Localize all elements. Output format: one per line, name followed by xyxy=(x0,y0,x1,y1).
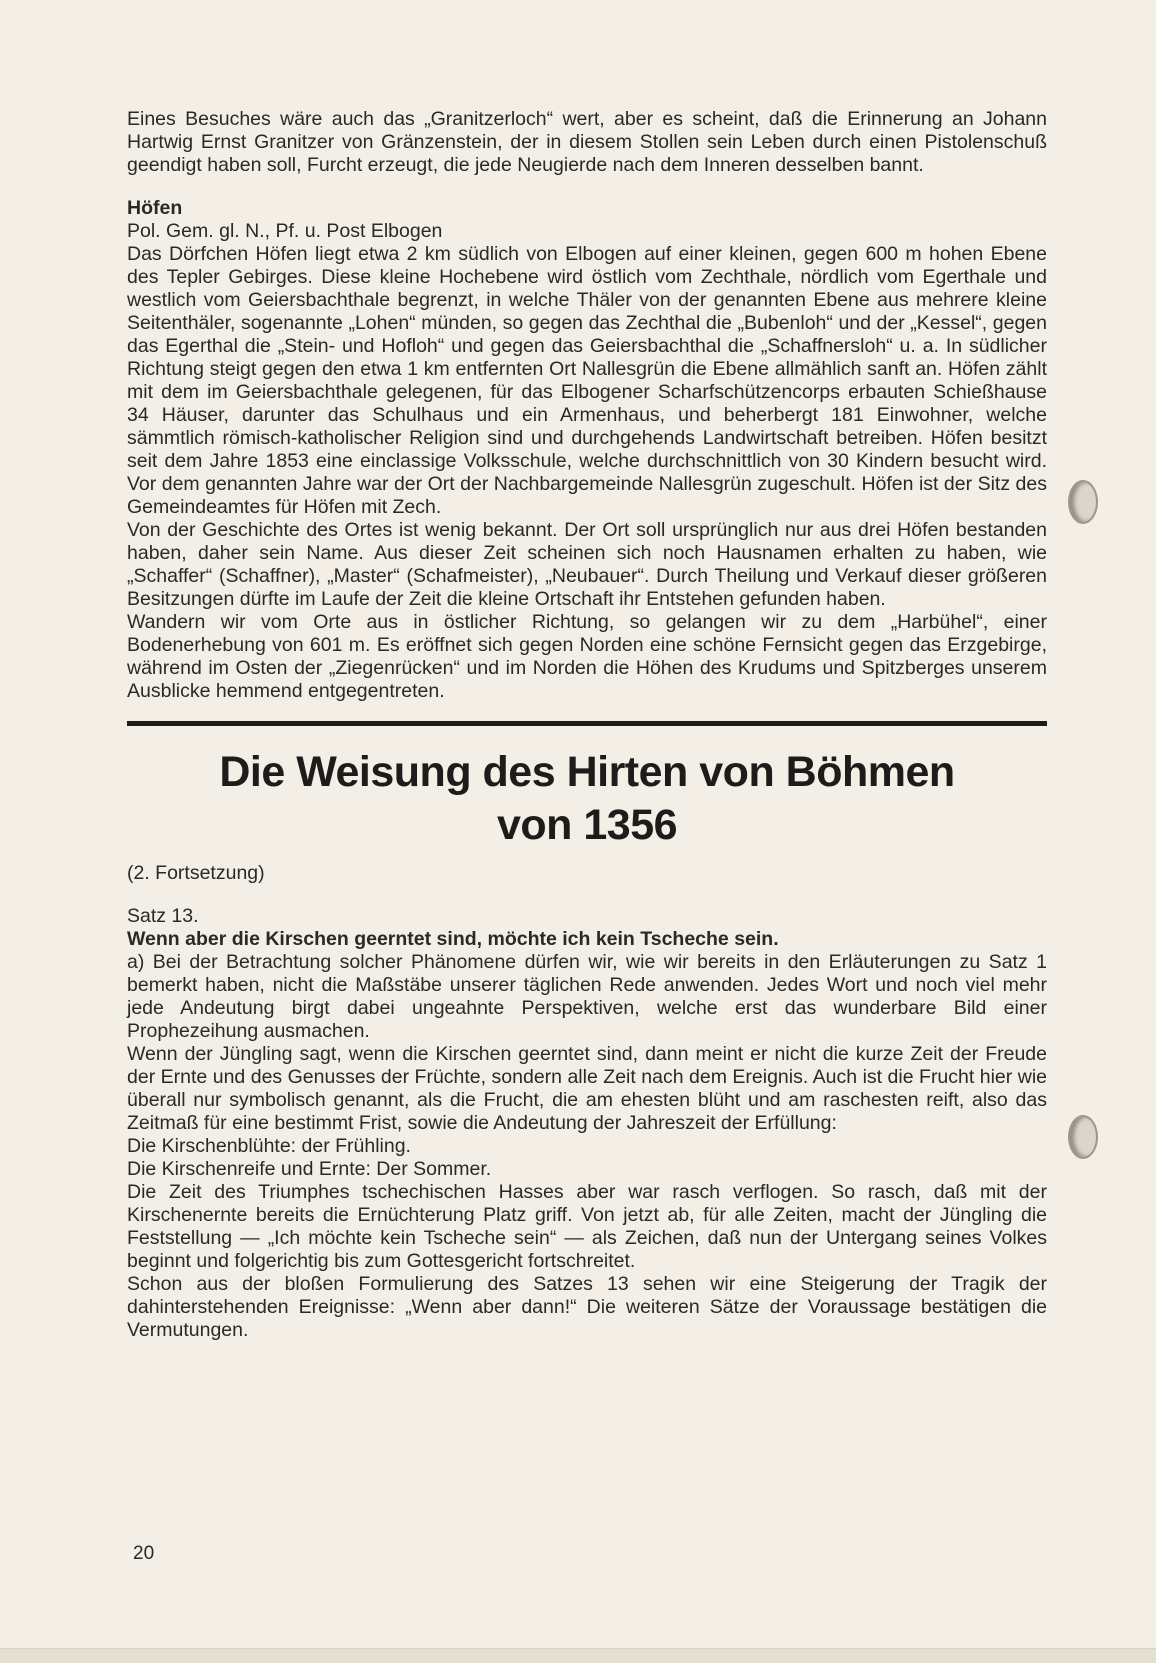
spacer xyxy=(127,852,1047,862)
section-meta: Pol. Gem. gl. N., Pf. u. Post Elbogen xyxy=(127,220,443,242)
punch-hole-bottom xyxy=(1068,1115,1098,1159)
spacer xyxy=(127,885,1047,905)
article-line-spring: Die Kirschenblühte: der Frühling. xyxy=(127,1135,411,1157)
page-content xyxy=(127,108,1047,1342)
article-paragraph-1: a) Bei der Betrachtung solcher Phänomene dürfen wir, wie wir bereits in den Erläuterungen zu Satz 1 bemerkt haben, nicht die Maßstäbe unserer täglichen Rede anwenden. Jedes Wort und noch viel mehr jede Andeutung birgt dabei ungeahnte Perspektiven, welche erst das wunderbare Bild einer Prophezeihung ausmachen. xyxy=(127,951,1047,1042)
punch-hole-top xyxy=(1068,480,1098,524)
section-heading-hoefen: Höfen xyxy=(127,197,183,219)
page-number: 20 xyxy=(133,1543,155,1564)
article-paragraph-3: Die Zeit des Triumphes tschechischen Hasses aber war rasch verflogen. So rasch, daß mit der Kirschenernte bereits die Ernüchterung Platz griff. Von jetzt ab, für alle Zeiten, macht der Jüngling die Feststellung — „Ich möchte kein Tscheche sein“ — als Zeichen, daß nun der Untergang seines Volkes beginnt und folgerichtig bis zum Gottesgericht fortschreitet. xyxy=(127,1181,1047,1272)
satz-label: Satz 13. xyxy=(127,905,199,927)
hoefen-paragraph-2: Von der Geschichte des Ortes ist wenig bekannt. Der Ort soll ursprünglich nur aus drei Höfen bestanden haben, daher sein Name. Aus dieser Zeit scheinen sich noch Hausnamen erhalten zu haben, wie „Schaffer“ (Schaffner), „Master“ (Schafmeister), „Neubauer“. Durch Theilung und Verkauf dieser größeren Besitzungen dürfte im Laufe der Zeit die kleine Ortschaft ihr Entstehen gefunden haben. xyxy=(127,519,1047,610)
hoefen-paragraph-1: Das Dörfchen Höfen liegt etwa 2 km südlich von Elbogen auf einer kleinen, gegen 600 m hohen Ebene des Tepler Gebirges. Diese kleine Hochebene wird östlich vom Zechthale, nördlich vom Egerthale und westlich vom Geiersbachthale begrenzt, in welche Thäler von der genannten Ebene aus mehrere kleine Seitenthäler, sogenannte „Lohen“ münden, so gegen das Zechthal die „Bubenloh“ und der „Kessel“, gegen das Egerthal die „Stein- und Hofloh“ und gegen das Geiersbachthal die „Schaffnersloh“ u. a. In südlicher Richtung steigt gegen den etwa 1 km entfernten Ort Nallesgrün die Ebene allmählich sanft an. Höfen zählt mit dem im Geiersbachthale gelegenen, für das Elbogener Scharfschützencorps erbauten Schießhause 34 Häuser, darunter das Schulhaus und ein Armenhaus, und beherbergt 181 Einwohner, welche sämmtlich römisch-katholischer Religion sind und durchgehends Landwirtschaft betreiben. Höfen besitzt seit dem Jahre 1853 eine einclassige Volksschule, welche durchschnittlich von 30 Kindern besucht wird. Vor dem genannten Jahre war der Ort der Nachbargemeinde Nallesgrün zugeschult. Höfen ist der Sitz des Gemeindeamtes für Höfen mit Zech. xyxy=(127,243,1047,518)
article-paragraph-2: Wenn der Jüngling sagt, wenn die Kirschen geerntet sind, dann meint er nicht die kurze Zeit der Freude der Ernte und des Genusses der Früchte, sondern alle Zeit nach dem Ereignis. Auch ist die Frucht hier wie überall nur symbolisch genannt, als die Frucht, die am ehesten blüht und am raschesten reift, also das Zeitmaß für eine bestimmt Frist, sowie die Andeutung der Jahreszeit der Erfüllung: xyxy=(127,1043,1047,1134)
article-headline-line-1: Die Weisung des Hirten von Böhmen xyxy=(219,748,955,796)
intro-paragraph: Eines Besuches wäre auch das „Granitzerloch“ wert, aber es scheint, daß die Erinnerung an Johann Hartwig Ernst Granitzer von Gränzenstein, der in diesem Stollen sein Leben durch einen Pistolenschuß geendigt haben soll, Furcht erzeugt, die jede Neugierde nach dem Inneren desselben bannt. xyxy=(127,108,1047,176)
article-line-summer: Die Kirschenreife und Ernte: Der Sommer. xyxy=(127,1158,492,1180)
hoefen-paragraph-3: Wandern wir vom Orte aus in östlicher Richtung, so gelangen wir zu dem „Harbühel“, einer Bodenerhebung von 601 m. Es eröffnet sich gegen Norden eine schöne Fernsicht gegen das Erzgebirge, während im Osten der „Ziegenrücken“ und im Norden die Höhen des Krudums und Spitzberges unserem Ausblicke hemmend entgegentreten. xyxy=(127,611,1047,702)
continuation-note: (2. Fortsetzung) xyxy=(127,862,265,884)
spacer xyxy=(127,177,1047,197)
article-headline-line-2: von 1356 xyxy=(496,801,678,849)
section-divider xyxy=(127,721,1047,726)
article-paragraph-4: Schon aus der bloßen Formulierung des Satzes 13 sehen wir eine Steigerung der Tragik der dahinterstehenden Ereignisse: „Wenn aber dann!“ Die weiteren Sätze der Voraussage bestätigen die Vermutungen. xyxy=(127,1273,1047,1341)
satz-quote: Wenn aber die Kirschen geerntet sind, möchte ich kein Tscheche sein. xyxy=(127,928,779,950)
